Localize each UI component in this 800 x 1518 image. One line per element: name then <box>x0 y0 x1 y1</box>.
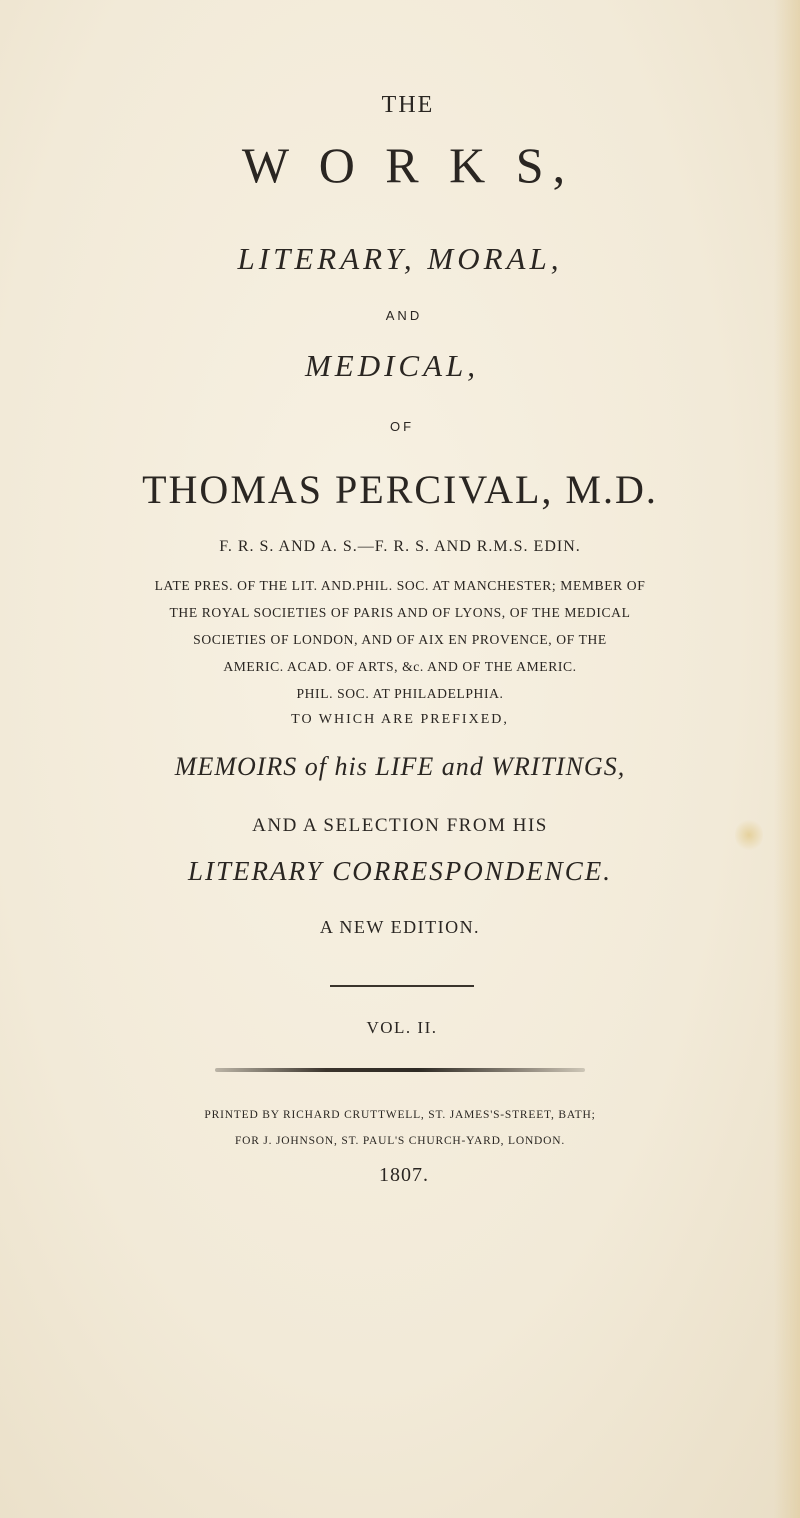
volume-number: VOL. II. <box>366 1018 438 1037</box>
subtitle-literary-moral: LITERARY, MORAL, <box>237 241 563 276</box>
heading-works: W O R K S, <box>241 137 575 193</box>
author-description <box>48 572 752 707</box>
heading-the: THE <box>381 92 435 118</box>
prefixed-line: TO WHICH ARE PREFIXED, <box>291 712 509 727</box>
subtitle-medical: MEDICAL, <box>304 348 480 383</box>
divider-rule <box>330 985 474 987</box>
ornamental-rule <box>215 1068 585 1072</box>
connector-and: AND <box>385 308 423 323</box>
description-line: THE ROYAL SOCIETIES OF PARIS AND OF LYONS, OF THE MEDICAL <box>169 605 631 620</box>
memoirs-line: MEMOIRS of his LIFE and WRITINGS, <box>174 752 626 781</box>
author-credentials: F. R. S. AND A. S.—F. R. S. AND R.M.S. EDIN. <box>219 538 581 555</box>
correspondence-line: LITERARY CORRESPONDENCE. <box>187 856 612 886</box>
description-line: AMERIC. ACAD. OF ARTS, &c. AND OF THE AMERIC. <box>223 659 577 674</box>
edition-line: A NEW EDITION. <box>319 917 481 937</box>
description-line: LATE PRES. OF THE LIT. AND.PHIL. SOC. AT MANCHESTER; MEMBER OF <box>154 578 646 593</box>
connector-of: OF <box>389 419 415 434</box>
publication-year: 1807. <box>379 1164 429 1186</box>
selection-line: AND A SELECTION FROM HIS <box>252 815 548 836</box>
imprint-printer: PRINTED BY RICHARD CRUTTWELL, ST. JAMES'S-STREET, BATH; <box>204 1109 596 1121</box>
imprint-publisher: FOR J. JOHNSON, ST. PAUL'S CHURCH-YARD, LONDON. <box>234 1135 566 1147</box>
description-line: PHIL. SOC. AT PHILADELPHIA. <box>296 686 504 701</box>
description-line: SOCIETIES OF LONDON, AND OF AIX EN PROVENCE, OF THE <box>193 632 607 647</box>
author-name: THOMAS PERCIVAL, M.D. <box>142 467 658 512</box>
